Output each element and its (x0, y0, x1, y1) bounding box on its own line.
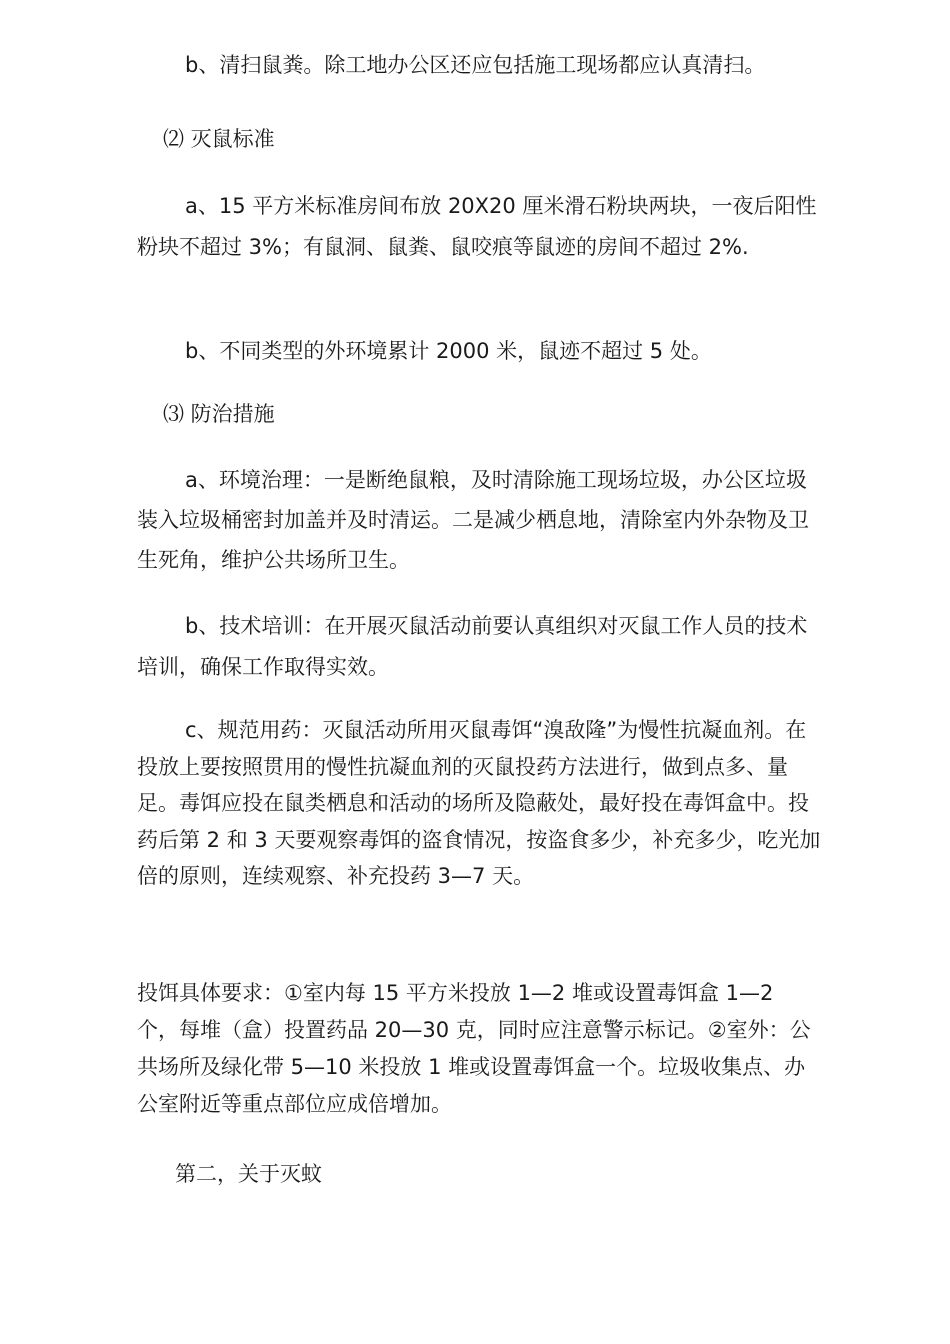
section-heading-rodent-standard: ⑵ 灭鼠标准 (163, 127, 275, 151)
paragraph-clean-droppings: b、清扫鼠粪。除工地办公区还应包括施工现场都应认真清扫。 (185, 53, 766, 77)
paragraph-standard-a: a、15 平方米标准房间布放 20X20 厘米滑石粉块两块，一夜后阳性粉块不超过 3%；有鼠洞、鼠粪、鼠咬痕等鼠迹的房间不超过 2%. (137, 194, 817, 259)
section-heading-mosquito: 第二，关于灭蚊 (175, 1162, 322, 1186)
section-heading-prevention: ⑶ 防治措施 (163, 402, 275, 426)
paragraph-standard-b: b、不同类型的外环境累计 2000 米，鼠迹不超过 5 处。 (185, 339, 712, 363)
paragraph-environment-control: a、环境治理：一是断绝鼠粮，及时清除施工现场垃圾，办公区垃圾装入垃圾桶密封加盖并及时清运。二是减少栖息地，清除室内外杂物及卫生死角，维护公共场所卫生。 (137, 468, 809, 572)
paragraph-medication-standard: c、规范用药：灭鼠活动所用灭鼠毒饵“溴敌隆”为慢性抗凝血剂。在投放上要按照贯用的慢性抗凝血剂的灭鼠投药方法进行，做到点多、量足。毒饵应投在鼠类栖息和活动的场所及隐蔽处，最好投在毒饵盒中。投药后第 2 和 3 天要观察毒饵的盗食情况，按盗食多少，补充多少，吃光加倍的原则，连续观察、补充投药 3—7 天。 (137, 718, 821, 888)
paragraph-technical-training: b、技术培训：在开展灭鼠活动前要认真组织对灭鼠工作人员的技术培训，确保工作取得实效。 (137, 614, 808, 679)
paragraph-bait-requirements: 投饵具体要求：①室内每 15 平方米投放 1—2 堆或设置毒饵盒 1—2 个，每堆（盒）投置药品 20—30 克，同时应注意警示标记。②室外：公共场所及绿化带 5—10 米投放 1 堆或设置毒饵盒一个。垃圾收集点、办公室附近等重点部位应成倍增加。 (137, 981, 811, 1116)
